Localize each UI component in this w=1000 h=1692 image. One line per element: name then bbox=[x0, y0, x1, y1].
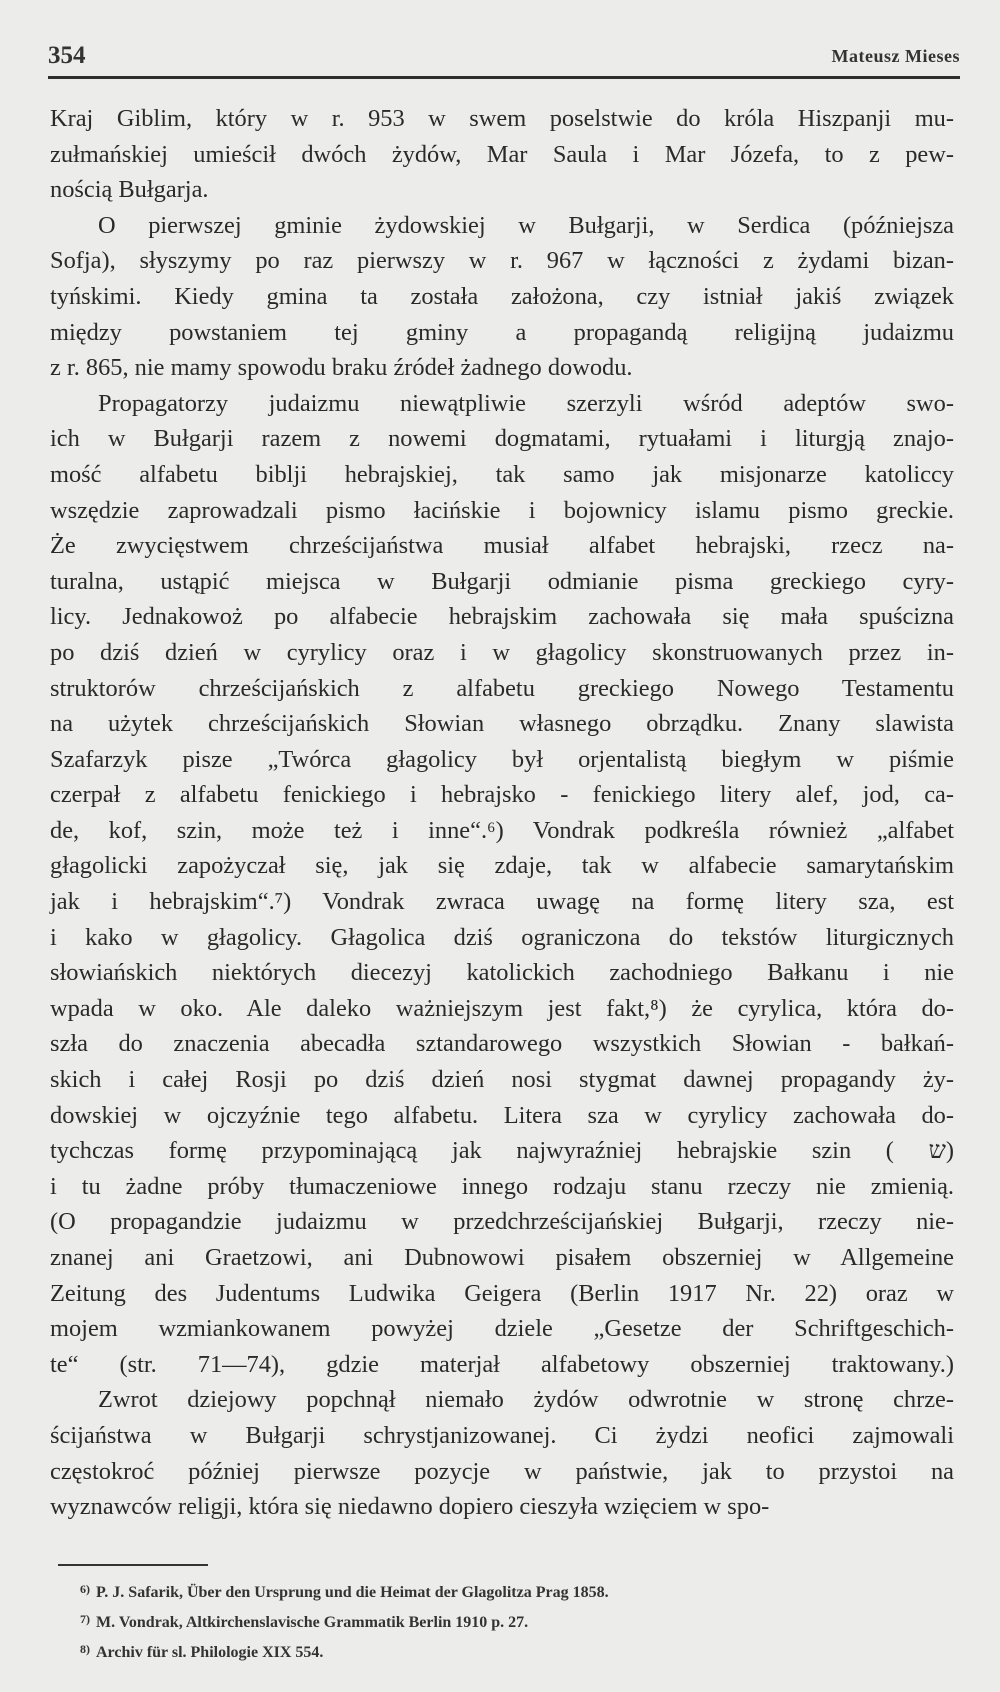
text-line: Kraj Giblim, który w r. 953 w swem poselstwie do króla Hiszpanji mu- bbox=[50, 105, 954, 132]
text-line: O pierwszej gminie żydowskiej w Bułgarji, w Serdica (późniejsza bbox=[98, 211, 954, 239]
text-line: ścijaństwa w Bułgarji schrystjanizowanej. Ci żydzi neofici zajmowali bbox=[50, 1421, 954, 1449]
text-line: Propagatorzy judaizmu niewątpliwie szerzyli wśród adeptów swo- bbox=[98, 389, 954, 417]
text-line: i kako w głagolicy. Głagolica dziś ograniczona do tekstów liturgicznych bbox=[50, 923, 954, 951]
footnote-text: M. Vondrak, Altkirchenslavische Grammatik Berlin 1910 p. 27. bbox=[96, 1614, 529, 1631]
text-line: dowskiej w ojczyźnie tego alfabetu. Litera sza w cyrylicy zachowała do- bbox=[50, 1101, 954, 1129]
text-line: wpada w oko. Ale daleko ważniejszym jest fakt,⁸) że cyrylica, która do- bbox=[50, 994, 954, 1022]
text-line: i tu żadne próby tłumaczeniowe innego rodzaju stanu rzeczy nie zmienią. bbox=[50, 1172, 954, 1200]
text-line: na użytek chrześcijańskich Słowian własnego obrządku. Znany slawista bbox=[50, 710, 954, 738]
text-line: słowiańskich niektórych diecezyj katolickich zachodniego Bałkanu i nie bbox=[50, 959, 954, 987]
text-line: głagolicki zapożyczał się, jak się zdaje, tak w alfabecie samarytańskim bbox=[50, 852, 954, 880]
footnote-text: Archiv für sl. Philologie XIX 554. bbox=[96, 1644, 324, 1661]
text-line: Że zwycięstwem chrześcijaństwa musiał alfabet hebrajski, rzecz na- bbox=[50, 532, 954, 560]
text-line: (O propagandzie judaizmu w przedchrześcijańskiej Bułgarji, rzeczy nie- bbox=[50, 1208, 954, 1236]
text-line: Zwrot dziejowy popchnął niemało żydów odwrotnie w stronę chrze- bbox=[98, 1386, 954, 1414]
text-line: jak i hebrajskim“.⁷) Vondrak zwraca uwagę na formę litery sza, est bbox=[50, 888, 954, 916]
text-line: ich w Bułgarji razem z nowemi dogmatami, rytuałami i liturgją znajo- bbox=[50, 425, 954, 453]
text-line: wyznawców religji, która się niedawno dopiero cieszyła wzięciem w spo- bbox=[50, 1493, 770, 1521]
page-header bbox=[48, 38, 960, 78]
text-line: częstokroć później pierwsze pozycje w państwie, jak to przystoi na bbox=[50, 1457, 954, 1485]
text-line: mojem wzmiankowanem powyżej dziele „Gesetze der Schriftgeschich- bbox=[50, 1315, 954, 1343]
text-line: struktorów chrześcijańskich z alfabetu greckiego Nowego Testamentu bbox=[50, 674, 954, 702]
text-line: Zeitung des Judentums Ludwika Geigera (Berlin 1917 Nr. 22) oraz w bbox=[50, 1279, 954, 1307]
header-rule bbox=[48, 76, 960, 79]
text-line: z r. 865, nie mamy spowodu braku źródeł żadnego dowodu. bbox=[50, 354, 633, 382]
footnote-rule bbox=[58, 1564, 208, 1566]
text-line: po dziś dzień w cyrylicy oraz i w głagolicy skonstruowanych przez in- bbox=[50, 638, 954, 666]
text-line: skich i całej Rosji po dziś dzień nosi stygmat dawnej propagandy ży- bbox=[50, 1066, 954, 1094]
text-line: te“ (str. 71—74), gdzie materjał alfabetowy obszerniej traktowany.) bbox=[50, 1350, 954, 1378]
text-line: de, kof, szin, może też i inne“.⁶) Vondrak podkreśla również „alfabet bbox=[50, 816, 954, 844]
text-line: między powstaniem tej gminy a propagandą religijną judaizmu bbox=[50, 318, 954, 346]
footnotes bbox=[80, 1576, 960, 1666]
text-line: licy. Jednakowoż po alfabecie hebrajskim zachowała się mała spuścizna bbox=[50, 603, 954, 631]
running-head-author: Mateusz Mieses bbox=[831, 46, 960, 66]
footnote bbox=[80, 1576, 960, 1606]
text-line: Szafarzyk pisze „Twórca głagolicy był orjentalistą biegłym w piśmie bbox=[50, 745, 954, 773]
text-line: nością Bułgarja. bbox=[50, 176, 209, 204]
footnote-text: P. J. Safarik, Über den Ursprung und die Heimat der Glagolitza Prag 1858. bbox=[96, 1584, 609, 1601]
text-line: szła do znaczenia abecadła sztandarowego wszystkich Słowian - bałkań- bbox=[50, 1030, 954, 1058]
text-line: mość alfabetu biblji hebrajskiej, tak samo jak misjonarze katoliccy bbox=[50, 460, 954, 488]
text-line: zułmańskiej umieścił dwóch żydów, Mar Saula i Mar Józefa, to z pew- bbox=[50, 140, 954, 168]
page-number: 354 bbox=[48, 42, 86, 69]
text-line: turalna, ustąpić miejsca w Bułgarji odmianie pisma greckiego cyry- bbox=[50, 567, 954, 595]
text-line: czerpał z alfabetu fenickiego i hebrajsko - fenickiego litery alef, jod, ca- bbox=[50, 781, 954, 809]
body-text bbox=[50, 101, 954, 1525]
footnote-mark: 6) bbox=[80, 1582, 90, 1596]
footnote bbox=[80, 1636, 960, 1666]
footnote-mark: 7) bbox=[80, 1612, 90, 1626]
text-line: tyńskimi. Kiedy gmina ta została założona, czy istniał jakiś związek bbox=[50, 282, 954, 310]
text-line: znanej ani Graetzowi, ani Dubnowowi pisałem obszerniej w Allgemeine bbox=[50, 1244, 954, 1271]
text-line: tychczas formę przypominającą jak najwyraźniej hebrajskie szin ( ש) bbox=[50, 1137, 954, 1165]
text-line: wszędzie zaprowadzali pismo łacińskie i bojownicy islamu pismo greckie. bbox=[50, 496, 954, 524]
footnote-mark: 8) bbox=[80, 1642, 90, 1656]
footnote bbox=[80, 1606, 960, 1636]
text-line: Sofja), słyszymy po raz pierwszy w r. 967 w łączności z żydami bizan- bbox=[50, 247, 954, 275]
